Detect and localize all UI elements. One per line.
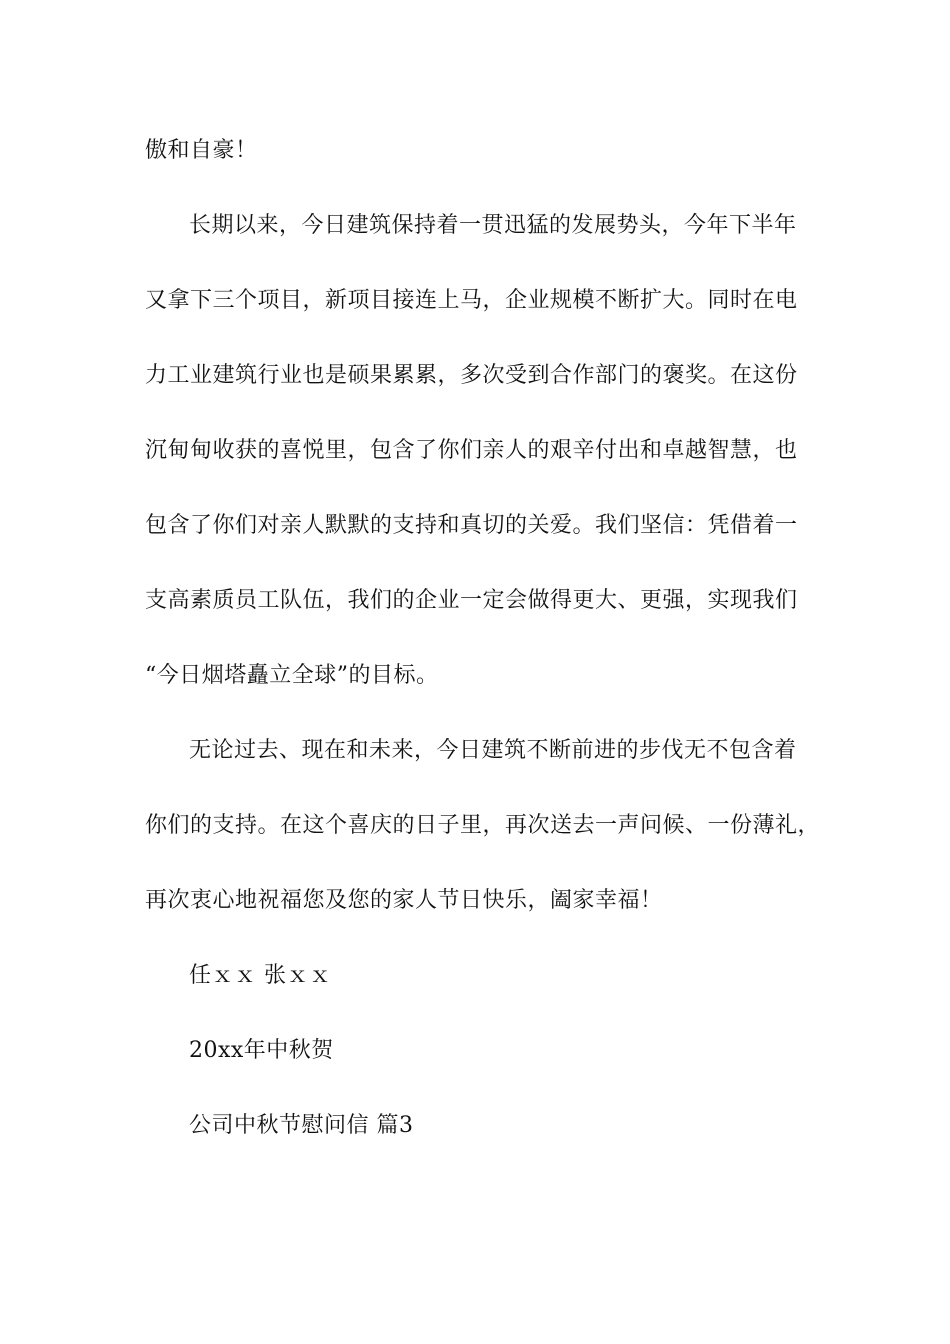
paragraph-line-2: 长期以来，今日建筑保持着一贯迅猛的发展势头，今年下半年	[189, 213, 797, 238]
paragraph-line-7: 支高素质员工队伍，我们的企业一定会做得更大、更强，实现我们	[145, 588, 798, 613]
paragraph-line-6: 包含了你们对亲人默默的支持和真切的关爱。我们坚信：凭借着一	[145, 513, 798, 538]
signature-names: 任ｘｘ 张ｘｘ	[189, 963, 332, 988]
section-heading: 公司中秋节慰问信 篇3	[189, 1113, 414, 1138]
paragraph-line-11: 再次衷心地祝福您及您的家人节日快乐，阖家幸福！	[145, 888, 663, 913]
paragraph-line-3: 又拿下三个项目，新项目接连上马，企业规模不断扩大。同时在电	[145, 288, 798, 313]
paragraph-line-1: 傲和自豪！	[145, 138, 258, 163]
signature-date: 20xx年中秋贺	[189, 1038, 334, 1063]
paragraph-line-4: 力工业建筑行业也是硕果累累，多次受到合作部门的褒奖。在这份	[145, 363, 798, 388]
paragraph-line-9: 无论过去、现在和未来，今日建筑不断前进的步伐无不包含着	[189, 738, 797, 763]
paragraph-line-10: 你们的支持。在这个喜庆的日子里，再次送去一声问候、一份薄礼，	[145, 813, 821, 838]
paragraph-line-5: 沉甸甸收获的喜悦里，包含了你们亲人的艰辛付出和卓越智慧，也	[145, 438, 798, 463]
paragraph-line-8: “今日烟塔矗立全球”的目标。	[145, 663, 439, 688]
